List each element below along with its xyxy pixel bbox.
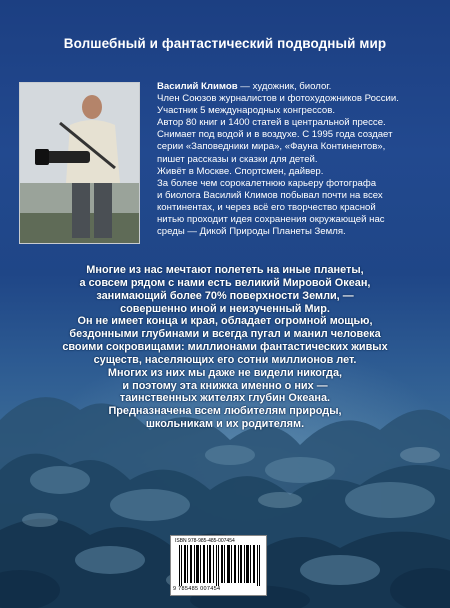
bio-line-5: серии «Заповедники мира», «Фауна Континентов», bbox=[157, 141, 386, 153]
bio-line-0: Василий Климов — художник, биолог. bbox=[157, 81, 332, 92]
bio-line-6: пишет рассказы и сказки для детей. bbox=[157, 153, 318, 165]
barcode-icon bbox=[179, 545, 261, 586]
blurb-line: Многие из нас мечтают полететь на иные планеты, bbox=[86, 264, 364, 276]
blurb-line: таинственных жителях глубин Океана. bbox=[119, 392, 331, 405]
isbn-barcode bbox=[170, 535, 267, 596]
blurb-line: и поэтому эта книжка именно о них — bbox=[122, 379, 328, 392]
bio-line-2: Участник 5 международных конгрессов. bbox=[157, 105, 336, 117]
bio-line-9: и биолога Василий Климов побывал почти на всех bbox=[157, 189, 383, 201]
blurb-line: бездонными глубинами и всегда пугал и манил человека bbox=[69, 328, 381, 341]
barcode-number: 9 785485 007454 bbox=[173, 586, 221, 592]
blurb-text bbox=[40, 264, 410, 431]
bio-line-11: нитью проходит идея сохранения окружающей нас bbox=[157, 214, 385, 226]
blurb-line: а совсем рядом с нами есть великий Мировой Океан, bbox=[79, 276, 371, 289]
author-photo-image bbox=[20, 83, 139, 243]
bio-line-7: Живёт в Москве. Спортсмен, дайвер. bbox=[157, 165, 324, 177]
blurb-line: своими сокровищами: миллионами фантастических живых bbox=[62, 341, 388, 354]
bio-line-10: континентах, и через всё его творчество красной bbox=[157, 201, 376, 213]
isbn-text: ISBN 978-985-485-007454 bbox=[175, 538, 235, 544]
blurb-line: занимающий более 70% поверхности Земли, — bbox=[96, 289, 354, 302]
author-name: Василий Климов bbox=[157, 81, 238, 92]
blurb-line: Он не имеет конца и края, обладает огромной мощью, bbox=[77, 315, 373, 328]
bio-line-1: Член Союзов журналистов и фотохудожников России. bbox=[157, 93, 399, 105]
blurb-line: существ, населяющих его сотни миллионов лет. bbox=[93, 353, 357, 366]
blurb-line: Предназначена всем любителям природы, bbox=[108, 405, 342, 418]
author-bio bbox=[157, 81, 447, 238]
blurb-line: совершенно иной и неизученный Мир. bbox=[120, 302, 330, 315]
author-photo bbox=[19, 82, 140, 244]
bio-line-8: За более чем сорокалетнюю карьеру фотографа bbox=[157, 177, 377, 189]
blurb-line: школьникам и их родителям. bbox=[145, 418, 305, 431]
bio-line-12: среды — Дикой Природы Планеты Земля. bbox=[157, 226, 346, 238]
cover-headline: Волшебный и фантастический подводный мир bbox=[63, 36, 387, 51]
bio-line-3: Автор 80 книг и 1400 статей в центральной прессе. bbox=[157, 117, 386, 129]
bio-line-4: Снимает под водой и в воздухе. С 1995 года создает bbox=[157, 129, 393, 141]
blurb-line: Многих из них мы даже не видели никогда, bbox=[107, 366, 343, 379]
